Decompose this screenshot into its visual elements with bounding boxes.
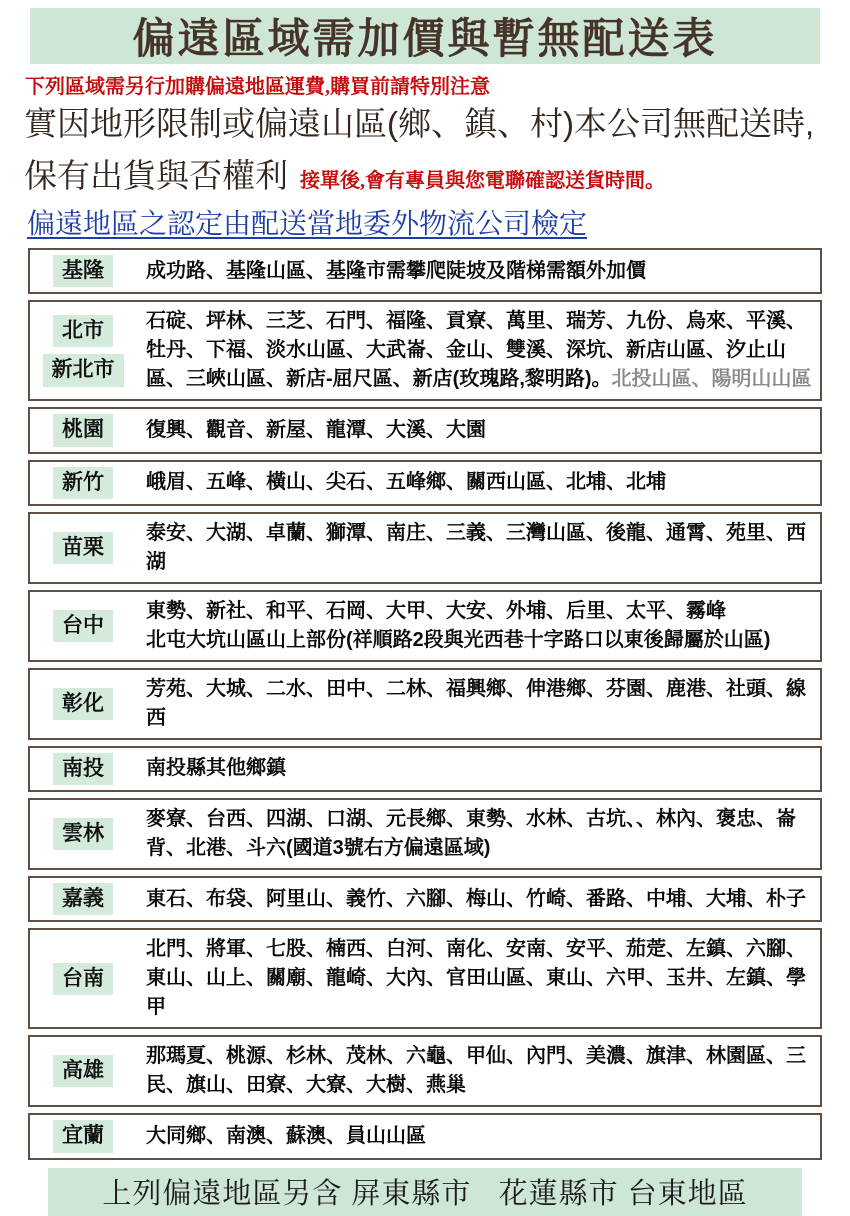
region-areas-text xyxy=(136,1038,820,1104)
region-label: 高雄 xyxy=(53,1055,113,1087)
region-row xyxy=(28,460,822,506)
region-label-column xyxy=(30,410,136,450)
region-label: 基隆 xyxy=(53,255,113,287)
region-areas-segment: 石碇、坪林、三芝、石門、福隆、貢寮、萬里、瑞芳、九份、烏來、平溪、牡丹、下福、淡水山區、大武崙、金山、雙溪、深坑、新店山區、汐止山區、三峽山區、新店-屈尺區、新店(玫瑰路,黎明路)。 xyxy=(146,310,806,391)
region-areas-text xyxy=(136,931,820,1026)
region-areas-segment: 東石、布袋、阿里山、義竹、六腳、梅山、竹崎、番路、中埔、大埔、朴子 xyxy=(146,887,806,910)
region-row xyxy=(28,746,822,792)
region-row xyxy=(28,300,822,401)
region-areas-segment: 麥寮、台西、四湖、口湖、元長鄉、東勢、水林、古坑、、林內、褒忠、崙背、北港、斗六(國道3號右方偏遠區域) xyxy=(146,808,796,859)
region-areas-text xyxy=(136,515,820,581)
footer-text: 上列偏遠地區另含 屏東縣市 花蓮縣市 台東地區 xyxy=(102,1178,748,1210)
region-areas-segment: 北門、將軍、七股、楠西、白河、南化、安南、安平、茄萣、左鎮、六腳、東山、山上、關廟、龍崎、大內、官田山區、東山、六甲、玉井、左鎮、學甲 xyxy=(146,938,806,1019)
region-areas-text xyxy=(136,801,820,867)
region-label: 宜蘭 xyxy=(53,1120,113,1152)
region-label-column xyxy=(30,749,136,789)
region-label-column xyxy=(30,671,136,737)
region-label-column xyxy=(30,593,136,659)
region-label-column xyxy=(30,463,136,503)
region-areas-text xyxy=(136,1118,820,1155)
page-title: 偏遠區域需加價與暫無配送表 xyxy=(132,15,718,62)
region-areas-text xyxy=(136,464,820,501)
blue-underlined-note: 偏遠地區之認定由配送當地委外物流公司檢定 xyxy=(27,208,588,239)
headline-line2 xyxy=(24,150,850,197)
region-label: 雲林 xyxy=(53,818,113,850)
region-areas-segment: 東勢、新社、和平、石岡、大甲、大安、外埔、后里、太平、霧峰 xyxy=(146,599,726,622)
region-row xyxy=(28,668,822,740)
region-areas-text xyxy=(136,671,820,737)
region-label-column xyxy=(30,801,136,867)
region-label: 桃園 xyxy=(53,414,113,446)
region-areas-segment: 南投縣其他鄉鎮 xyxy=(146,757,286,780)
headline-line1: 實因地形限制或偏遠山區(鄉、鎮、村)本公司無配送時, xyxy=(24,105,815,142)
region-row xyxy=(28,928,822,1029)
region-areas-segment: 成功路、基隆山區、基隆市需攀爬陡坡及階梯需額外加價 xyxy=(146,259,646,282)
region-label: 南投 xyxy=(53,753,113,785)
region-areas-segment: 峨眉、五峰、橫山、尖石、五峰鄉、關西山區、北埔、北埔 xyxy=(146,471,666,494)
region-label: 北市 xyxy=(53,315,113,347)
region-label-column xyxy=(30,931,136,1026)
region-areas-segment: 泰安、大湖、卓蘭、獅潭、南庄、三義、三灣山區、後龍、通霄、苑里、西湖 xyxy=(146,521,806,573)
region-label-column xyxy=(30,1116,136,1156)
region-label-column xyxy=(30,251,136,291)
headline-line2-red-note: 接單後,會有專員與您電聯確認送貨時間。 xyxy=(300,170,665,192)
footer-banner xyxy=(48,1168,802,1216)
region-areas-text xyxy=(136,750,820,787)
region-label: 嘉義 xyxy=(53,883,113,915)
region-areas-segment: 復興、觀音、新屋、龍潭、大溪、大園 xyxy=(146,418,486,441)
region-areas-text xyxy=(136,412,820,449)
region-areas-segment: 大同鄉、南澳、蘇澳、員山山區 xyxy=(146,1124,426,1147)
region-row xyxy=(28,1035,822,1107)
region-label: 新北市 xyxy=(43,354,124,386)
region-areas-text xyxy=(136,593,820,659)
region-areas-segment: 北屯大坑山區山上部份(祥順路2段與光西巷十字路口以東後歸屬於山區) xyxy=(146,628,771,651)
region-row xyxy=(28,512,822,584)
region-areas-text xyxy=(136,881,820,918)
region-row xyxy=(28,407,822,453)
region-row xyxy=(28,590,822,662)
title-banner xyxy=(30,8,820,64)
region-label: 彰化 xyxy=(53,688,113,720)
region-label-column xyxy=(30,303,136,398)
region-label-column xyxy=(30,1038,136,1104)
region-label: 苗栗 xyxy=(53,532,113,564)
region-table xyxy=(28,248,822,1160)
region-areas-gray-segment: 北投山區、陽明山山區 xyxy=(611,368,812,391)
region-label: 台南 xyxy=(53,963,113,995)
region-row xyxy=(28,798,822,870)
region-label: 台中 xyxy=(53,610,113,642)
region-row xyxy=(28,248,822,294)
region-label: 新竹 xyxy=(53,467,113,499)
region-areas-text xyxy=(136,303,820,398)
region-label-column xyxy=(30,879,136,919)
region-areas-segment: 那瑪夏、桃源、杉林、茂林、六龜、甲仙、內門、美濃、旗津、林園區、三民、旗山、田寮、大寮、大樹、燕巢 xyxy=(146,1045,806,1097)
region-areas-text xyxy=(136,253,820,290)
region-row xyxy=(28,1113,822,1159)
region-areas-segment: 芳苑、大城、二水、田中、二林、福興鄉、伸港鄉、芬園、鹿港、社頭、線西 xyxy=(146,677,806,729)
headline-line2-main: 保有出貨與否權利 xyxy=(24,157,288,194)
region-label-column xyxy=(30,515,136,581)
red-warning-text: 下列區域需另行加購偏遠地區運費,購買前請特別注意 xyxy=(25,76,490,98)
region-row xyxy=(28,876,822,922)
